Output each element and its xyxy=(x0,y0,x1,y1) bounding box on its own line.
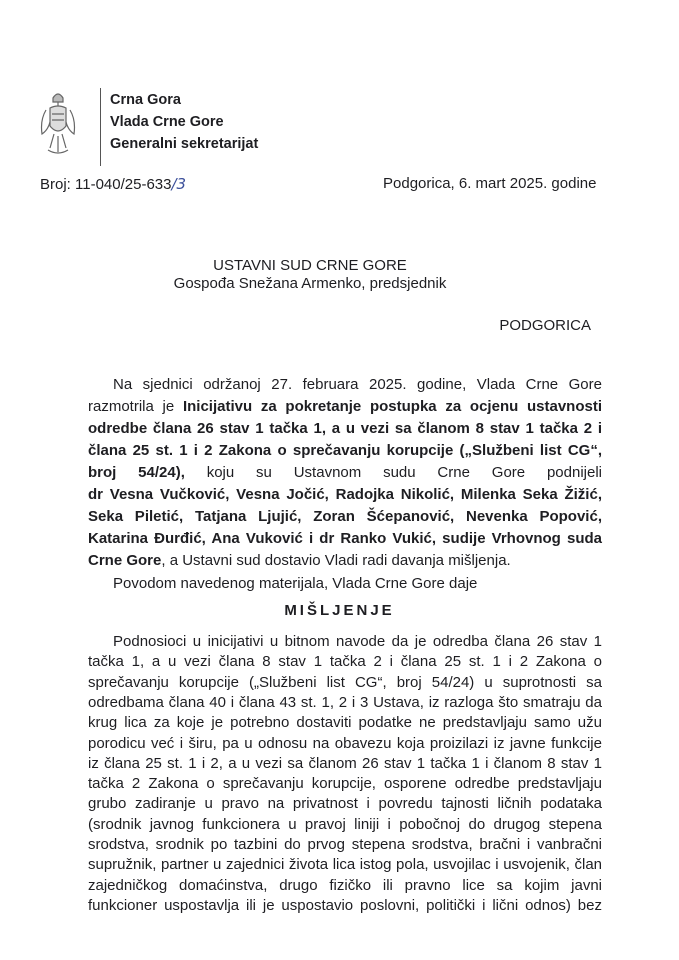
bold-text: Katarina Đurđić, Ana Vuković i dr Ranko Vukić, sudije Vrhovnog suda xyxy=(88,530,602,547)
coat-of-arms-icon xyxy=(38,90,78,158)
text-line: (srodnik javnog funkcionera u pravoj liniji i pobočnoj do drugog stepena xyxy=(88,815,602,833)
recipient-institution: USTAVNI SUD CRNE GORE xyxy=(213,257,407,274)
text: koju su Ustavnom sudu Crne Gore podnijeli xyxy=(206,464,602,481)
reference-number xyxy=(40,175,186,193)
text-line: tačka 2 Zakona o sprečavanju korupcije, osporene odredbe predstavljaju xyxy=(88,775,602,793)
text-line: porodicu već i širu, pa u odnosu na obavezu koja proizilazi iz javne funkcije xyxy=(88,734,602,752)
text-line xyxy=(88,486,602,504)
text-line xyxy=(88,420,602,438)
text-line xyxy=(88,398,602,416)
text-line xyxy=(88,530,602,548)
bold-text: Seka Piletić, Tatjana Ljujić, Zoran Šćepanović, Nevenka Popović, xyxy=(88,508,602,525)
bold-text: Inicijativu za pokretanje postupka za ocjenu ustavnosti xyxy=(182,398,602,415)
letterhead-divider xyxy=(100,88,101,166)
text-line: supružnik, partner u zajednici života lica istog pola, usvojilac i usvojenik, član xyxy=(88,856,602,874)
reference-number-text: Broj: 11-040/25-633 xyxy=(40,176,172,193)
recipient-person: Gospođa Snežana Armenko, predsjednik xyxy=(173,275,447,292)
letterhead-department: Generalni sekretarijat xyxy=(110,136,259,152)
text-line: zajedničkog domaćinstva, drugo fizičko ili pravno lice sa kojim javni xyxy=(88,876,602,894)
text-line: odredbama člana 40 i člana 43 st. 1, 2 i 3 Ustava, iz razloga što smatraju da xyxy=(88,693,602,711)
text-line xyxy=(88,464,602,482)
text-line: Podnosioci u inicijativi u bitnom navode da je odredba člana 26 stav 1 xyxy=(113,633,602,650)
text-line: srodstva, srodnik po tazbini do prvog stepena srodstva, bračni i vanbračni xyxy=(88,836,602,853)
letterhead-country: Crna Gora xyxy=(110,92,181,108)
place-date: Podgorica, 6. mart 2025. godine xyxy=(383,175,597,192)
text-line: krug lica za koje je potrebno dostaviti podatke ne predstavljaju samo užu xyxy=(88,714,602,732)
bold-text: Crne Gore xyxy=(88,552,162,569)
section-title: MIŠLJENJE xyxy=(284,602,395,619)
letterhead-government: Vlada Crne Gore xyxy=(110,114,224,130)
text: Na sjednici održanoj 27. februara 2025. godine, Vlada Crne Gore xyxy=(113,376,602,393)
handwritten-suffix: /3 xyxy=(171,175,187,193)
emblem xyxy=(38,90,78,158)
text-line xyxy=(88,552,602,570)
bold-text: dr Vesna Vučković, Vesna Jočić, Radojka Nikolić, Milenka Seka Žižić, xyxy=(88,486,602,503)
recipient-city: PODGORICA xyxy=(499,317,591,334)
bold-text: člana 25 st. 1 i 2 Zakona o sprečavanju korupcije („Službeni list CG“, xyxy=(88,442,602,459)
bold-text: odredbe člana 26 stav 1 tačka 1, a u vezi sa članom 8 stav 1 tačka 2 i xyxy=(88,420,602,437)
text-line: sprečavanju korupcije („Službeni list CG“, broj 54/24) u suprotnosti sa xyxy=(88,673,602,691)
text: razmotrila je xyxy=(88,398,183,415)
text-line xyxy=(88,442,602,460)
paragraph-intro-closing: Povodom navedenog materijala, Vlada Crne Gore daje xyxy=(113,575,478,592)
text-line: funkcioner uspostavlja ili je uspostavio poslovni, politički i lični odnos) bez xyxy=(88,896,602,914)
text-line: tačka 1, a u vezi člana 8 stav 1 tačka 2 i člana 25 st. 1 i 2 Zakona o xyxy=(88,653,602,671)
text-line xyxy=(113,376,602,394)
text-line: grubo zadiranje u pravo na privatnost i povredu tajnosti ličnih podataka xyxy=(88,795,602,813)
bold-text: broj 54/24), xyxy=(88,464,207,481)
text: , a Ustavni sud dostavio Vladi radi davanja mišljenja. xyxy=(161,552,511,569)
text-line: iz člana 25 st. 1 i 2, a u vezi sa članom 26 stav 1 tačka 1 i članom 8 stav 1 xyxy=(88,754,602,772)
text-line xyxy=(88,508,602,526)
